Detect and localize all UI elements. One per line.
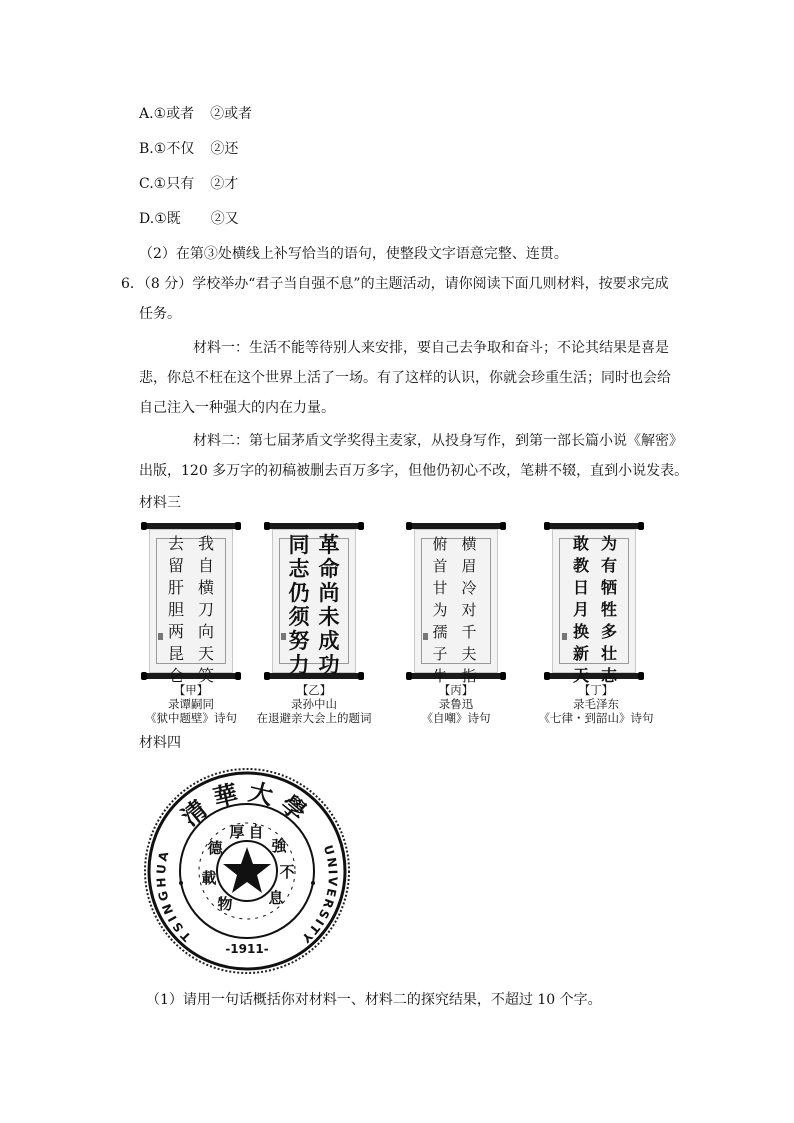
material-2-line2: 出版，120 多万字的初稿被删去百万多字，但他仍初心不改，笔耕不辍，直到小说发表。 [139,463,689,479]
scroll-yi-col-left: 同 志 仍 须 努 力 [288,533,310,677]
material-3-label: 材料三 [139,495,181,511]
emblem-right-text: UNIVERSITY [297,843,340,947]
option-a: A.①或者 ②或者 [139,106,253,122]
scroll-jia-col-left: 去 留 肝 胆 两 昆 仑 [167,534,184,685]
caption-bing: 【丙】 录鲁迅 《自嘲》诗句 [421,683,491,725]
svg-text:物: 物 [217,895,233,913]
svg-text:德: 德 [207,839,223,857]
option-c: C.①只有 ②才 [139,176,239,192]
material-4-label: 材料四 [139,735,181,751]
svg-text:厚: 厚 [229,823,245,841]
material-1-line1: 材料一：生活不能等待别人来安排，要自己去争取和奋斗；不论其结果是喜是 [193,340,669,356]
caption-yi: 【乙】 录孙中山 在退避亲大会上的题词 [256,683,372,725]
scroll-jia [145,523,237,685]
seal-mark [281,633,286,640]
tsinghua-emblem [143,767,351,975]
svg-text:息: 息 [268,889,284,907]
emblem-top-text: 清華大學 [176,777,318,832]
emblem-left-text: TSINGHUA [153,847,194,945]
svg-text:強: 強 [271,837,287,855]
material-2-line1: 材料二：第七届茅盾文学奖得主麦家，从投身写作，到第一部长篇小说《解密》 [193,433,683,449]
seal-mark [562,633,567,640]
seal-mark [158,633,163,640]
material-1-line3: 自己注入一种强大的内在力量。 [139,400,335,416]
dot [179,881,183,885]
scroll-jia-col-right: 我 自 横 刀 向 天 笑 [197,534,214,685]
emblem-year: -1911- [225,942,269,956]
scroll-bing-col-right: 横 眉 冷 对 千 夫 指 [461,535,477,685]
question-6-line1: 6．（8 分）学校举办“君子当自强不息”的主题活动，请你阅读下面几则材料，按要求完成 [121,276,669,292]
caption-ding: 【丁】 录毛泽东 《七律・到韶山》诗句 [538,683,654,725]
question-5-2: （2）在第③处横线上补写恰当的语句，使整段文字语意完整、连贯。 [139,246,568,262]
scroll-bing-col-left: 俯 首 甘 为 孺 子 牛 [432,535,448,685]
material-1-line2: 悲，你总不枉在这个世界上活了一场。有了这样的认识，你就会珍重生活；同时也会给 [139,370,671,386]
star-icon [223,847,271,893]
scroll-bing [410,523,502,685]
option-b: B.①不仅 ②还 [139,141,239,157]
caption-jia: 【甲】 录谭嗣同 《狱中题壁》诗句 [145,683,237,725]
scroll-yi [268,523,360,679]
scroll-yi-col-right: 革 命 尚 未 成 功 [318,533,340,677]
svg-text:自: 自 [248,823,264,841]
question-6-line2: 任务。 [139,306,181,322]
scroll-ding [548,523,640,685]
scroll-ding-col-left: 敢 教 日 月 换 新 天 [572,534,589,685]
question-6-1: （1）请用一句话概括你对材料一、材料二的探究结果，不超过 10 个字。 [146,992,602,1008]
dot [311,881,315,885]
seal-mark [423,633,428,640]
option-d: D.①既 ②又 [139,211,239,227]
svg-text:不: 不 [279,863,295,881]
svg-text:載: 載 [201,869,217,887]
scroll-ding-col-right: 为 有 牺 牲 多 壮 志 [600,534,617,685]
